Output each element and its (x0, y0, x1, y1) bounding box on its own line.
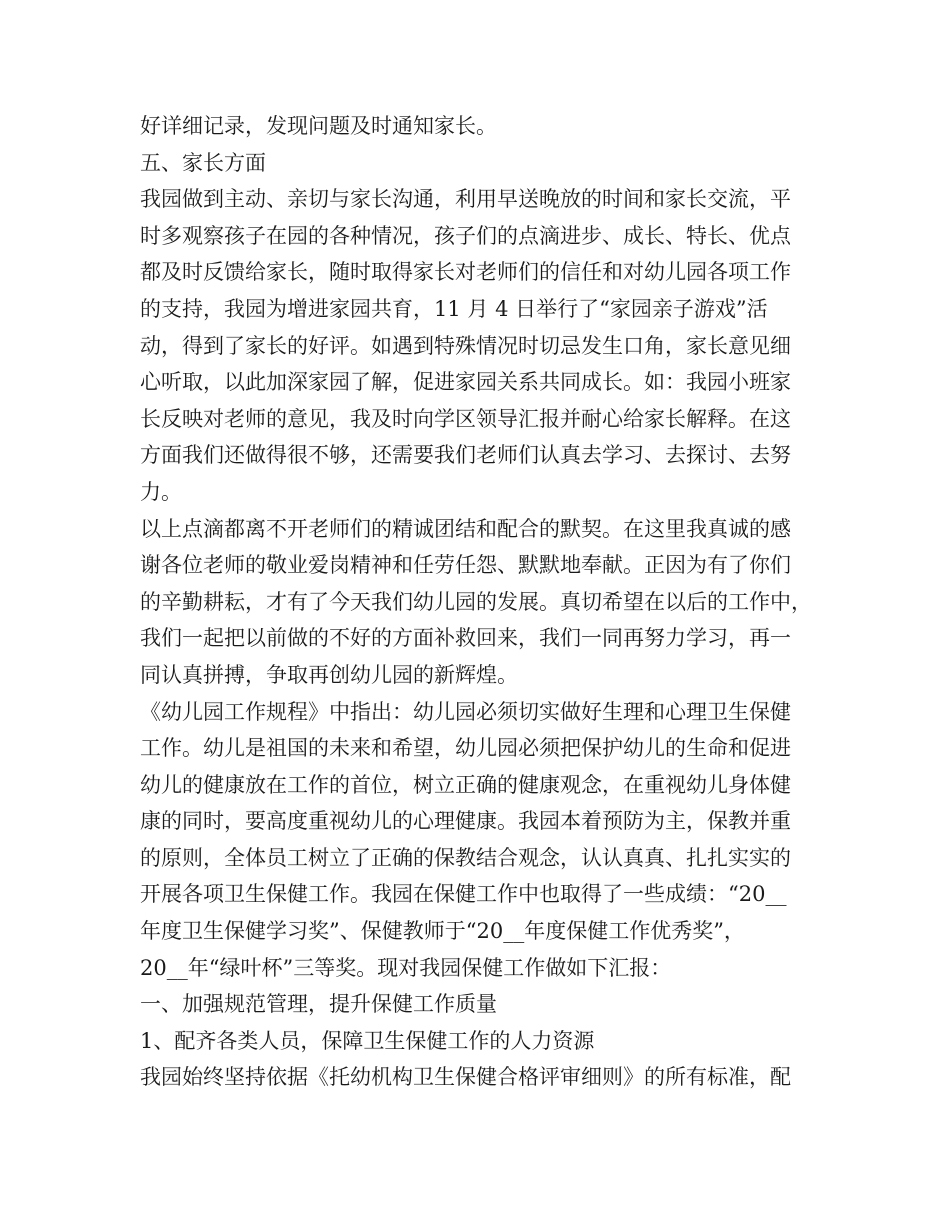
text-line: 谢各位老师的敬业爱岗精神和任劳任怨、默默地奉献。正因为有了你们 (140, 553, 791, 578)
subsection-heading: 1、配齐各类人员，保障卫生保健工作的人力资源 (140, 1028, 595, 1053)
text-line: 都及时反馈给家长，随时取得家长对老师们的信任和对幼儿园各项工作 (140, 260, 791, 285)
text-line: 工作。幼儿是祖国的未来和希望，幼儿园必须把保护幼儿的生命和促进 (140, 736, 791, 761)
text-line: 时多观察孩子在园的各种情况，孩子们的点滴进步、成长、特长、优点 (140, 223, 791, 248)
text-line: 同认真拼搏，争取再创幼儿园的新辉煌。 (140, 662, 518, 687)
text-line: 20__年“绿叶杯”三等奖。现对我园保健工作做如下汇报： (140, 955, 672, 980)
text-line: 康的同时，要高度重视幼儿的心理健康。我园本着预防为主，保教并重 (140, 809, 791, 834)
text-line: 我们一起把以前做的不好的方面补救回来，我们一同再努力学习，再一 (140, 626, 791, 651)
document-body (140, 108, 820, 1096)
text-line: 心听取，以此加深家园了解，促进家园关系共同成长。如：我园小班家 (140, 370, 791, 395)
text-line: 力。 (140, 479, 182, 504)
text-line: 的原则，全体员工树立了正确的保教结合观念，认认真真、扎扎实实的 (140, 845, 791, 870)
text-line: 好详细记录，发现问题及时通知家长。 (140, 114, 497, 138)
section-heading: 一、加强规范管理，提升保健工作质量 (140, 992, 497, 1017)
text-line: 幼儿的健康放在工作的首位，树立正确的健康观念，在重视幼儿身体健 (140, 772, 791, 797)
text-line: 年度卫生保健学习奖”、保健教师于“20__年度保健工作优秀奖”， (140, 919, 745, 944)
text-line: 的辛勤耕耘，才有了今天我们幼儿园的发展。真切希望在以后的工作中， (140, 589, 812, 614)
text-line: 动，得到了家长的好评。如遇到特殊情况时切忌发生口角，家长意见细 (140, 333, 791, 358)
text-line: 开展各项卫生保健工作。我园在保健工作中也取得了一些成绩：“20__ (140, 882, 787, 907)
text-line: 《幼儿园工作规程》中指出：幼儿园必须切实做好生理和心理卫生保健 (140, 699, 791, 724)
section-heading: 五、家长方面 (140, 150, 266, 175)
text-line: 方面我们还做得很不够，还需要我们老师们认真去学习、去探讨、去努 (140, 443, 791, 468)
text-line: 我园始终坚持依据《托幼机构卫生保健合格评审细则》的所有标准，配 (140, 1065, 791, 1090)
text-line: 长反映对老师的意见，我及时向学区领导汇报并耐心给家长解释。在这 (140, 406, 791, 431)
text-line: 我园做到主动、亲切与家长沟通，利用早送晚放的时间和家长交流，平 (140, 187, 791, 212)
text-line: 的支持，我园为增进家园共育，11 月 4 日举行了“家园亲子游戏”活 (140, 296, 768, 321)
text-line: 以上点滴都离不开老师们的精诚团结和配合的默契。在这里我真诚的感 (140, 516, 791, 541)
